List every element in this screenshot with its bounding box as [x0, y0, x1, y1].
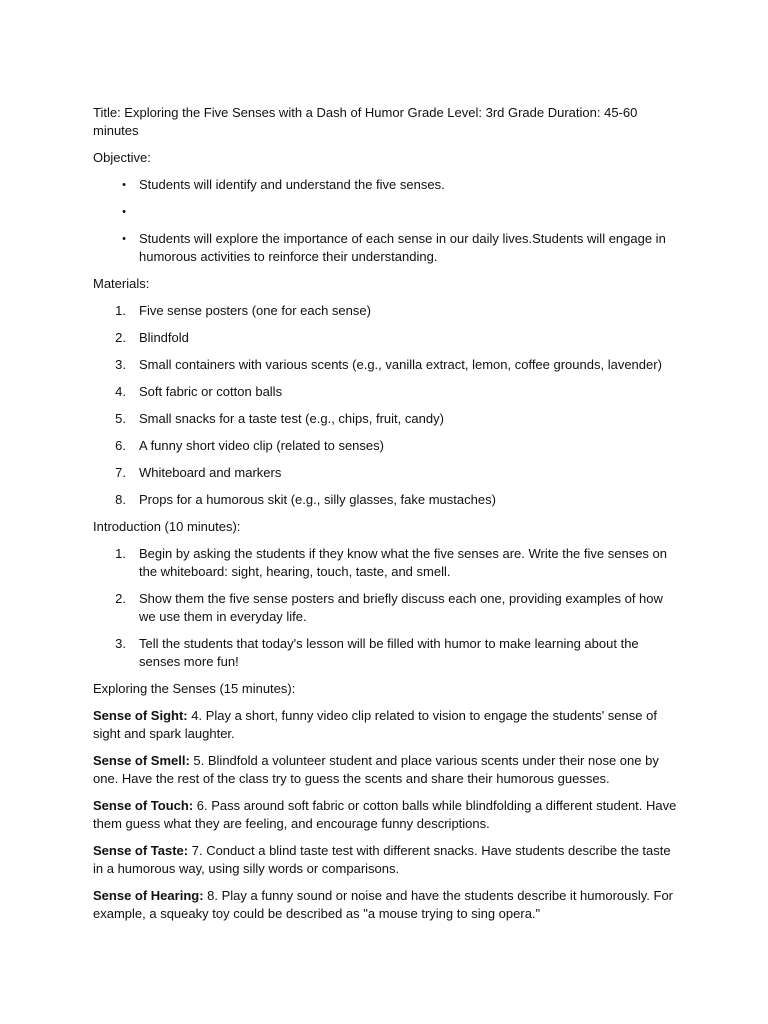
list-number: 8.: [115, 492, 126, 507]
sense-label: Sense of Smell:: [93, 753, 190, 768]
objective-list: [93, 176, 683, 266]
materials-heading: Materials:: [93, 276, 150, 291]
bullet-marker: •: [122, 233, 126, 245]
list-number: 6.: [115, 438, 126, 453]
materials-item-text: Props for a humorous skit (e.g., silly glasses, fake mustaches): [139, 492, 496, 507]
sense-text: 5. Blindfold a volunteer student and place various scents under their nose one by one. Have the rest of the class try to guess the scents and share their humorous guesses.: [93, 753, 659, 786]
sense-label: Sense of Taste:: [93, 843, 189, 858]
bullet-marker: •: [122, 206, 126, 218]
list-number: 4.: [115, 384, 126, 399]
objective-item: [93, 230, 683, 266]
sense-hearing-paragraph: [93, 887, 683, 923]
objective-item-text: Students will identify and understand the five senses.: [139, 177, 445, 192]
materials-item: [93, 329, 683, 347]
sense-taste-paragraph: [93, 842, 683, 878]
sense-text: 6. Pass around soft fabric or cotton balls while blindfolding a different student. Have them guess what they are feeling, and encourage funny descriptions.: [93, 798, 677, 831]
introduction-item: [93, 635, 683, 671]
document-page: [93, 104, 683, 932]
materials-item: [93, 383, 683, 401]
sense-text: 7. Conduct a blind taste test with different snacks. Have students describe the taste in a humorous way, using silly words or comparisons.: [93, 843, 671, 876]
materials-item-text: Whiteboard and markers: [139, 465, 282, 480]
sense-sight-paragraph: [93, 707, 683, 743]
materials-item: [93, 302, 683, 320]
materials-list: [93, 302, 683, 509]
objective-item-text: Students will explore the importance of each sense in our daily lives.Students will engage in humorous activities to reinforce their understanding.: [139, 231, 666, 264]
sense-touch-paragraph: [93, 797, 683, 833]
materials-item-text: Soft fabric or cotton balls: [139, 384, 283, 399]
materials-item: [93, 491, 683, 509]
objective-heading: Objective:: [93, 150, 151, 165]
introduction-item-text: Show them the five sense posters and briefly discuss each one, providing examples of how we use them in everyday life.: [139, 591, 663, 624]
list-number: 2.: [115, 591, 126, 606]
introduction-item: [93, 590, 683, 626]
list-number: 3.: [115, 636, 126, 651]
introduction-item: [93, 545, 683, 581]
sense-label: Sense of Sight:: [93, 708, 188, 723]
exploring-heading: Exploring the Senses (15 minutes):: [93, 681, 296, 696]
materials-item-text: Small snacks for a taste test (e.g., chips, fruit, candy): [139, 411, 444, 426]
objective-item: [93, 176, 683, 194]
list-number: 2.: [115, 330, 126, 345]
materials-item: [93, 437, 683, 455]
sense-text: 4. Play a short, funny video clip related to vision to engage the students' sense of sight and spark laughter.: [93, 708, 657, 741]
materials-item-text: Blindfold: [139, 330, 189, 345]
sense-smell-paragraph: [93, 752, 683, 788]
title-line: Title: Exploring the Five Senses with a Dash of Humor Grade Level: 3rd Grade Duration: 45-60 minutes: [93, 105, 638, 138]
sense-label: Sense of Touch:: [93, 798, 194, 813]
introduction-item-text: Begin by asking the students if they know what the five senses are. Write the five senses on the whiteboard: sight, hearing, touch, taste, and smell.: [139, 546, 667, 579]
list-number: 5.: [115, 411, 126, 426]
materials-item: [93, 464, 683, 482]
materials-item: [93, 410, 683, 428]
objective-item: [93, 203, 683, 221]
list-number: 1.: [115, 303, 126, 318]
materials-item-text: A funny short video clip (related to senses): [139, 438, 384, 453]
materials-item-text: Small containers with various scents (e.g., vanilla extract, lemon, coffee grounds, lavender): [139, 357, 662, 372]
materials-item-text: Five sense posters (one for each sense): [139, 303, 371, 318]
list-number: 7.: [115, 465, 126, 480]
introduction-list: [93, 545, 683, 671]
list-number: 1.: [115, 546, 126, 561]
introduction-item-text: Tell the students that today's lesson will be filled with humor to make learning about the senses more fun!: [139, 636, 639, 669]
materials-item: [93, 356, 683, 374]
sense-label: Sense of Hearing:: [93, 888, 204, 903]
introduction-heading: Introduction (10 minutes):: [93, 519, 241, 534]
list-number: 3.: [115, 357, 126, 372]
sense-text: 8. Play a funny sound or noise and have the students describe it humorously. For example, a squeaky toy could be described as "a mouse trying to sing opera.": [93, 888, 674, 921]
bullet-marker: •: [122, 179, 126, 191]
